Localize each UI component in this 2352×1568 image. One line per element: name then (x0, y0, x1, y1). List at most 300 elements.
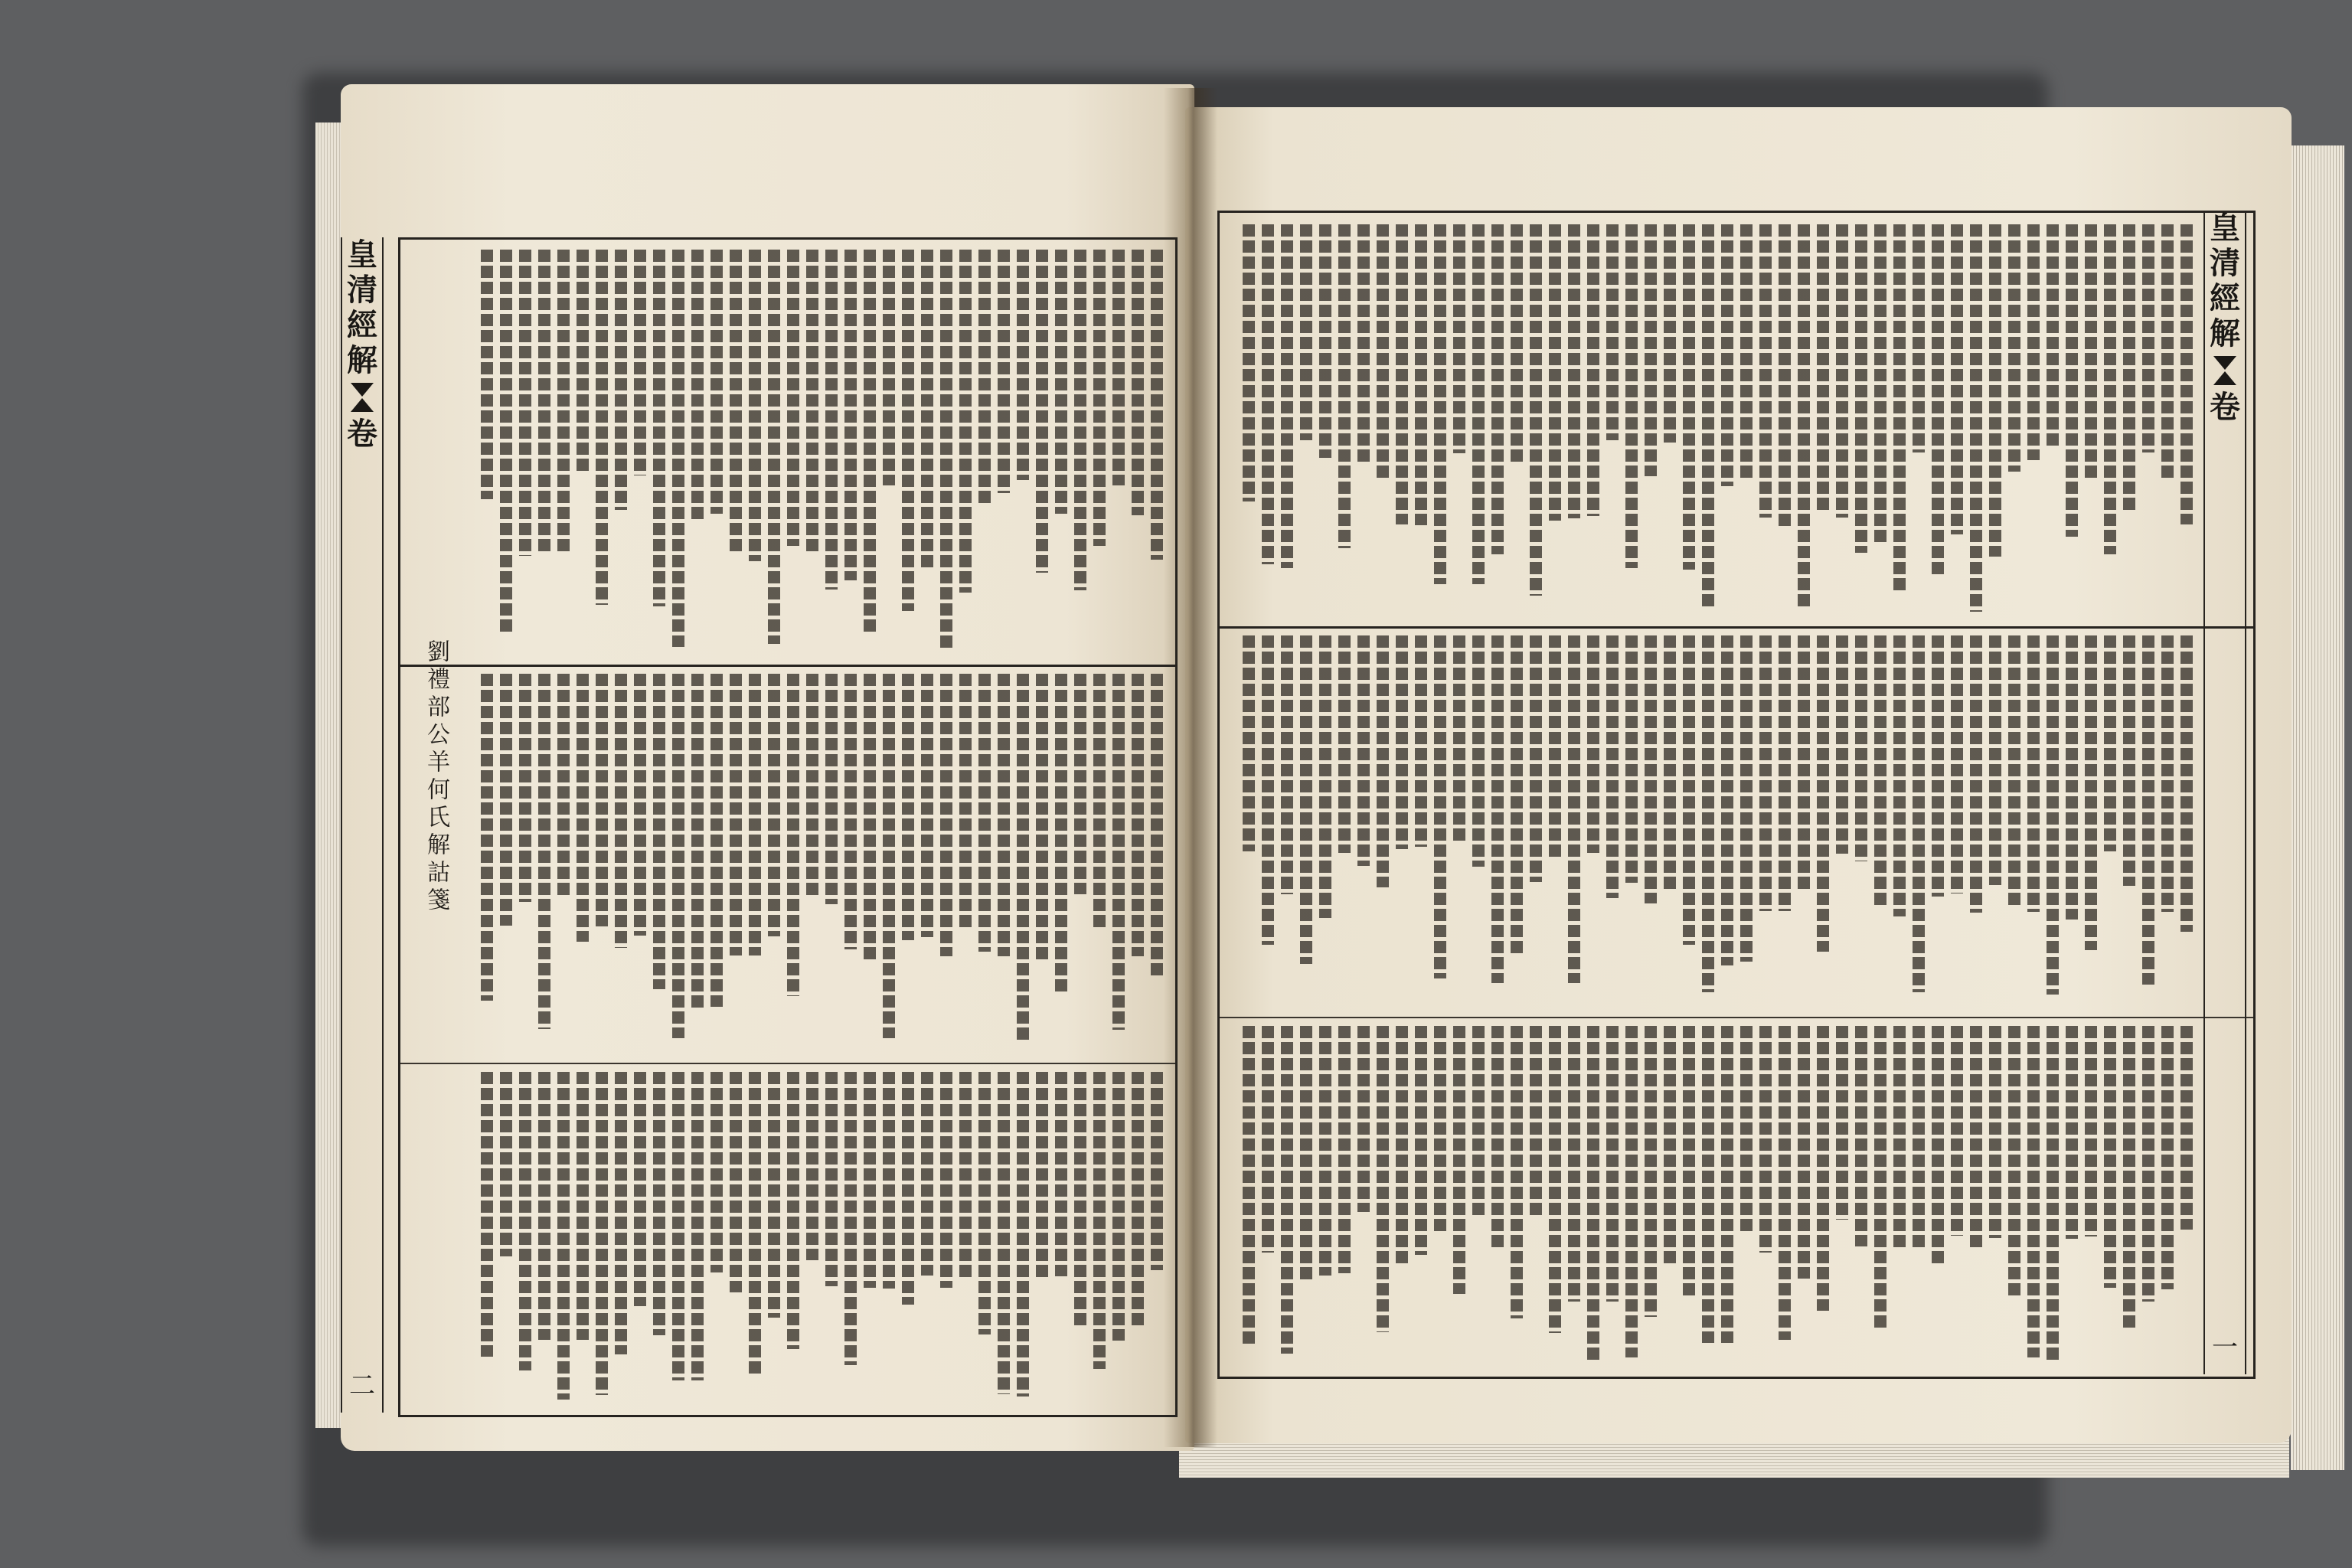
text-column (1240, 1020, 1257, 1370)
text-column-ink (1415, 635, 1427, 847)
text-column-ink (1055, 674, 1067, 995)
text-column (746, 1066, 763, 1407)
text-column-ink (1664, 224, 1676, 443)
text-column-ink (730, 674, 742, 956)
text-column (1661, 1020, 1678, 1370)
text-column (861, 243, 878, 658)
text-column (1968, 1020, 1984, 1370)
text-column-ink (940, 1072, 952, 1288)
text-column-ink (1740, 224, 1753, 480)
text-column (861, 668, 878, 1057)
text-column (651, 668, 668, 1057)
text-column (976, 1066, 993, 1407)
text-column (2121, 629, 2138, 1011)
text-column (1872, 629, 1889, 1011)
text-column-ink (1017, 250, 1029, 480)
text-column-ink (710, 674, 723, 1007)
text-column-ink (1759, 224, 1772, 518)
text-column (1815, 1020, 1831, 1370)
text-column (842, 243, 859, 658)
text-column (1757, 1020, 1774, 1370)
text-column-ink (1951, 635, 1963, 893)
text-column (1110, 668, 1127, 1057)
text-column-ink (2066, 635, 2078, 920)
text-column (785, 1066, 802, 1407)
text-column (2140, 1020, 2157, 1370)
text-column (785, 668, 802, 1057)
text-column-ink (1377, 224, 1389, 479)
text-column (1910, 218, 1927, 620)
text-column (2102, 218, 2118, 620)
text-column-ink (1932, 1026, 1944, 1266)
text-column-ink (1989, 1026, 2001, 1238)
text-column-ink (2123, 635, 2135, 886)
banner-glyph: 解 (2210, 315, 2240, 351)
text-column (2140, 218, 2157, 620)
text-column (1566, 218, 1583, 620)
text-column (1987, 629, 2004, 1011)
text-column (1872, 218, 1889, 620)
text-column-ink (998, 674, 1010, 956)
text-column (1053, 668, 1070, 1057)
text-column-ink (557, 250, 570, 551)
text-column (612, 1066, 629, 1407)
text-column-ink (1377, 1026, 1389, 1332)
text-column (1795, 629, 1812, 1011)
right-page-edges (2291, 145, 2344, 1470)
text-column (1451, 1020, 1468, 1370)
text-column-ink (1759, 1026, 1772, 1253)
text-column (1034, 243, 1050, 658)
text-column (1470, 1020, 1487, 1370)
text-column (2082, 218, 2099, 620)
text-column-ink (519, 674, 531, 902)
text-column (842, 668, 859, 1057)
text-column-ink (1740, 1026, 1753, 1232)
text-column (2025, 1020, 2042, 1370)
text-column (479, 1066, 495, 1407)
text-column (1681, 1020, 1697, 1370)
text-column (1470, 629, 1487, 1011)
text-column (1776, 218, 1793, 620)
text-column (1585, 218, 1602, 620)
fish-tail-ornament (351, 383, 374, 412)
text-column-ink (519, 250, 531, 556)
text-column-ink (1319, 635, 1331, 918)
text-column-ink (1132, 250, 1144, 515)
text-column (804, 243, 821, 658)
text-column-ink (1740, 635, 1753, 962)
text-column (536, 1066, 553, 1407)
text-column (1891, 1020, 1908, 1370)
text-column (1451, 218, 1468, 620)
text-column (900, 1066, 916, 1407)
text-column (842, 1066, 859, 1407)
text-column-ink (1549, 635, 1561, 859)
text-column-ink (1357, 1026, 1370, 1212)
text-column (995, 1066, 1012, 1407)
text-column-ink (1300, 635, 1312, 964)
text-column-ink (653, 674, 665, 989)
text-column-ink (1357, 224, 1370, 462)
text-column-ink (1151, 250, 1163, 560)
text-column-ink (1721, 224, 1733, 486)
text-column-ink (1855, 1026, 1867, 1246)
text-column-ink (2085, 635, 2097, 950)
text-column (1853, 629, 1870, 1011)
text-column (1968, 218, 1984, 620)
text-column-ink (978, 250, 991, 505)
text-column-ink (1855, 224, 1867, 553)
text-column (2025, 629, 2042, 1011)
text-column (555, 1066, 572, 1407)
text-column (1148, 1066, 1165, 1407)
text-column (1604, 218, 1621, 620)
text-column (1355, 629, 1372, 1011)
text-column-ink (1491, 224, 1504, 554)
text-column (995, 243, 1012, 658)
text-column-ink (481, 674, 493, 1001)
text-column (1681, 629, 1697, 1011)
text-column-ink (978, 674, 991, 952)
text-column-ink (1683, 635, 1695, 945)
text-column-ink (1625, 1026, 1638, 1357)
text-column-ink (1112, 1072, 1125, 1341)
text-column-ink (615, 674, 627, 948)
banner-glyph: 清 (2210, 245, 2240, 281)
text-column (823, 1066, 840, 1407)
text-column-ink (1951, 224, 1963, 534)
text-column (823, 668, 840, 1057)
text-column (2121, 218, 2138, 620)
text-column (670, 668, 687, 1057)
text-column (1910, 1020, 1927, 1370)
text-column-ink (1568, 1026, 1580, 1302)
text-column (1317, 1020, 1334, 1370)
text-column-ink (1683, 224, 1695, 570)
text-column-ink (1702, 635, 1714, 992)
text-column-ink (1132, 674, 1144, 956)
text-column-ink (921, 1072, 933, 1276)
text-column (976, 243, 993, 658)
text-column (1987, 1020, 2004, 1370)
text-column (612, 668, 629, 1057)
text-column (1929, 629, 1946, 1011)
text-column (1451, 629, 1468, 1011)
text-column (689, 1066, 706, 1407)
text-column (1470, 218, 1487, 620)
text-column (1374, 1020, 1391, 1370)
text-column-ink (1817, 224, 1829, 511)
text-column-ink (596, 250, 608, 605)
text-column-ink (1093, 250, 1106, 546)
text-column-ink (2142, 1026, 2154, 1302)
text-column-ink (710, 250, 723, 514)
text-column (1355, 1020, 1372, 1370)
text-column (1604, 1020, 1621, 1370)
text-column-ink (1645, 1026, 1657, 1317)
text-column-ink (672, 250, 684, 647)
text-column-ink (1530, 1026, 1542, 1216)
text-column (632, 668, 648, 1057)
text-column (2063, 629, 2080, 1011)
text-column-ink (864, 250, 876, 632)
text-column (1527, 1020, 1544, 1370)
text-column (689, 243, 706, 658)
text-column (1527, 218, 1544, 620)
text-column (498, 668, 514, 1057)
text-column-ink (538, 250, 550, 554)
text-column (632, 1066, 648, 1407)
text-column-ink (1989, 224, 2001, 557)
text-column (785, 243, 802, 658)
text-column-ink (1530, 224, 1542, 596)
text-column (1508, 629, 1525, 1011)
text-column-ink (1036, 1072, 1048, 1279)
text-column-ink (806, 1072, 818, 1260)
text-column-ink (1587, 1026, 1599, 1363)
text-column (746, 668, 763, 1057)
text-column-ink (653, 250, 665, 606)
text-column-ink (1913, 635, 1925, 992)
text-column (1432, 629, 1449, 1011)
text-column (498, 243, 514, 658)
text-column (957, 1066, 974, 1407)
text-column-ink (1243, 1026, 1255, 1346)
text-column-ink (672, 1072, 684, 1380)
right-page-frame (1217, 211, 2256, 1379)
text-column-ink (1112, 250, 1125, 485)
text-column (804, 668, 821, 1057)
text-column-ink (1664, 1026, 1676, 1266)
text-column-ink (730, 1072, 742, 1292)
text-column (1853, 218, 1870, 620)
text-column-ink (1055, 1072, 1067, 1276)
text-column-ink (557, 674, 570, 896)
text-column (1489, 218, 1506, 620)
text-column-ink (1549, 1026, 1561, 1333)
text-column-ink (1151, 1072, 1163, 1270)
text-column (2063, 1020, 2080, 1370)
text-column-ink (2123, 224, 2135, 511)
text-column (1547, 1020, 1563, 1370)
text-column-ink (1511, 1026, 1523, 1318)
text-column-ink (978, 1072, 991, 1334)
text-column (536, 668, 553, 1057)
text-column-ink (864, 1072, 876, 1288)
text-column-ink (1721, 635, 1733, 965)
text-column (938, 668, 955, 1057)
text-column-ink (2123, 1026, 2135, 1331)
text-column (1014, 243, 1031, 658)
text-column (1527, 629, 1544, 1011)
text-column (2025, 218, 2042, 620)
text-column-ink (577, 1072, 589, 1340)
text-column (1489, 629, 1506, 1011)
text-column-ink (1702, 224, 1714, 609)
text-column-ink (1453, 635, 1465, 842)
left-page-centre-strip (341, 237, 384, 1413)
text-column-ink (500, 674, 512, 926)
text-column (2082, 1020, 2099, 1370)
text-column (1279, 218, 1295, 620)
text-column-ink (2008, 635, 2020, 908)
text-column (1929, 1020, 1946, 1370)
text-column-ink (2180, 635, 2193, 932)
text-column (1834, 218, 1851, 620)
text-column-ink (883, 674, 895, 1038)
text-column (1298, 629, 1315, 1011)
text-column (746, 243, 763, 658)
text-column (1681, 218, 1697, 620)
text-column (1795, 1020, 1812, 1370)
text-column-ink (1625, 224, 1638, 568)
text-column-ink (1836, 1026, 1848, 1220)
text-column-ink (2066, 224, 2078, 537)
text-column-ink (1377, 635, 1389, 887)
text-column (1336, 1020, 1353, 1370)
text-column (2044, 218, 2061, 620)
text-column-ink (1472, 224, 1485, 584)
text-column (1642, 218, 1659, 620)
text-column-ink (1319, 1026, 1331, 1276)
text-column (1949, 218, 1965, 620)
text-column-ink (1281, 224, 1293, 568)
text-column (1547, 629, 1563, 1011)
text-column-ink (959, 250, 972, 593)
text-column (1623, 218, 1640, 620)
text-column (919, 243, 936, 658)
text-column-ink (2008, 1026, 2020, 1296)
text-column-ink (1970, 635, 1982, 913)
text-column (651, 243, 668, 658)
text-column (1738, 629, 1755, 1011)
text-column-ink (787, 250, 799, 546)
text-column (593, 243, 610, 658)
text-column (1240, 629, 1257, 1011)
text-column-ink (1817, 635, 1829, 952)
text-column (2178, 218, 2195, 620)
text-column (766, 1066, 782, 1407)
text-column-ink (1017, 674, 1029, 1040)
text-column (593, 1066, 610, 1407)
text-column (1110, 1066, 1127, 1407)
text-column (1091, 243, 1108, 658)
text-column-ink (596, 1072, 608, 1395)
text-column-ink (1093, 674, 1106, 929)
text-column (1815, 629, 1831, 1011)
text-column-ink (2104, 1026, 2116, 1288)
text-column-ink (959, 674, 972, 929)
text-column-ink (2047, 635, 2059, 995)
text-column (919, 1066, 936, 1407)
text-column-ink (1434, 635, 1446, 978)
text-column (823, 243, 840, 658)
text-column-ink (577, 674, 589, 942)
text-column-ink (1587, 635, 1599, 853)
text-column (900, 668, 916, 1057)
text-column (1489, 1020, 1506, 1370)
text-column-ink (883, 1072, 895, 1289)
text-column (1776, 629, 1793, 1011)
text-column (1700, 629, 1717, 1011)
banner-volume: 卷 (347, 416, 377, 452)
text-column-ink (1606, 635, 1619, 898)
text-column (1566, 1020, 1583, 1370)
text-column (2178, 629, 2195, 1011)
text-column-ink (1036, 250, 1048, 573)
text-column (1872, 1020, 1889, 1370)
text-column-ink (2027, 1026, 2040, 1357)
text-column-ink (730, 250, 742, 553)
text-column-ink (2047, 1026, 2059, 1360)
text-column-ink (691, 1072, 704, 1380)
text-column (1091, 668, 1108, 1057)
text-column-ink (998, 250, 1010, 493)
text-column (1374, 629, 1391, 1011)
text-column (1393, 1020, 1410, 1370)
text-column-ink (749, 1072, 761, 1377)
text-column (1700, 1020, 1717, 1370)
text-column-ink (1932, 635, 1944, 897)
banner-glyph: 經 (2210, 280, 2240, 316)
text-column (1834, 1020, 1851, 1370)
text-column-ink (1319, 224, 1331, 458)
text-column (1072, 1066, 1089, 1407)
text-column-ink (921, 250, 933, 570)
text-column (1949, 1020, 1965, 1370)
text-column-ink (902, 250, 914, 611)
text-column-ink (1664, 635, 1676, 892)
text-column-ink (1893, 1026, 1906, 1248)
text-column (957, 243, 974, 658)
text-column (1661, 218, 1678, 620)
text-column (1642, 1020, 1659, 1370)
text-column (1795, 218, 1812, 620)
text-column (1053, 243, 1070, 658)
text-column-ink (2047, 224, 2059, 447)
text-column (2159, 1020, 2176, 1370)
text-column (1949, 629, 1965, 1011)
text-column (1623, 629, 1640, 1011)
text-column-ink (1932, 224, 1944, 574)
text-column (880, 668, 897, 1057)
text-column (651, 1066, 668, 1407)
text-column (1757, 629, 1774, 1011)
text-column-ink (1836, 635, 1848, 854)
text-column-ink (1491, 1026, 1504, 1247)
text-column (1738, 218, 1755, 620)
text-column-ink (902, 674, 914, 940)
text-column-ink (844, 1072, 857, 1365)
text-column-ink (1300, 224, 1312, 440)
text-column (1566, 629, 1583, 1011)
text-column (1661, 629, 1678, 1011)
text-column (1034, 1066, 1050, 1407)
text-column (957, 668, 974, 1057)
text-column-ink (787, 1072, 799, 1349)
right-page-centre-strip (2203, 211, 2246, 1374)
text-column-ink (1511, 224, 1523, 466)
text-column-ink (1036, 674, 1048, 963)
text-column (1815, 218, 1831, 620)
text-column (2178, 1020, 2195, 1370)
text-column (861, 1066, 878, 1407)
text-column (1719, 218, 1736, 620)
text-column (1129, 668, 1146, 1057)
text-column (1700, 218, 1717, 620)
text-column-ink (2085, 1026, 2097, 1236)
